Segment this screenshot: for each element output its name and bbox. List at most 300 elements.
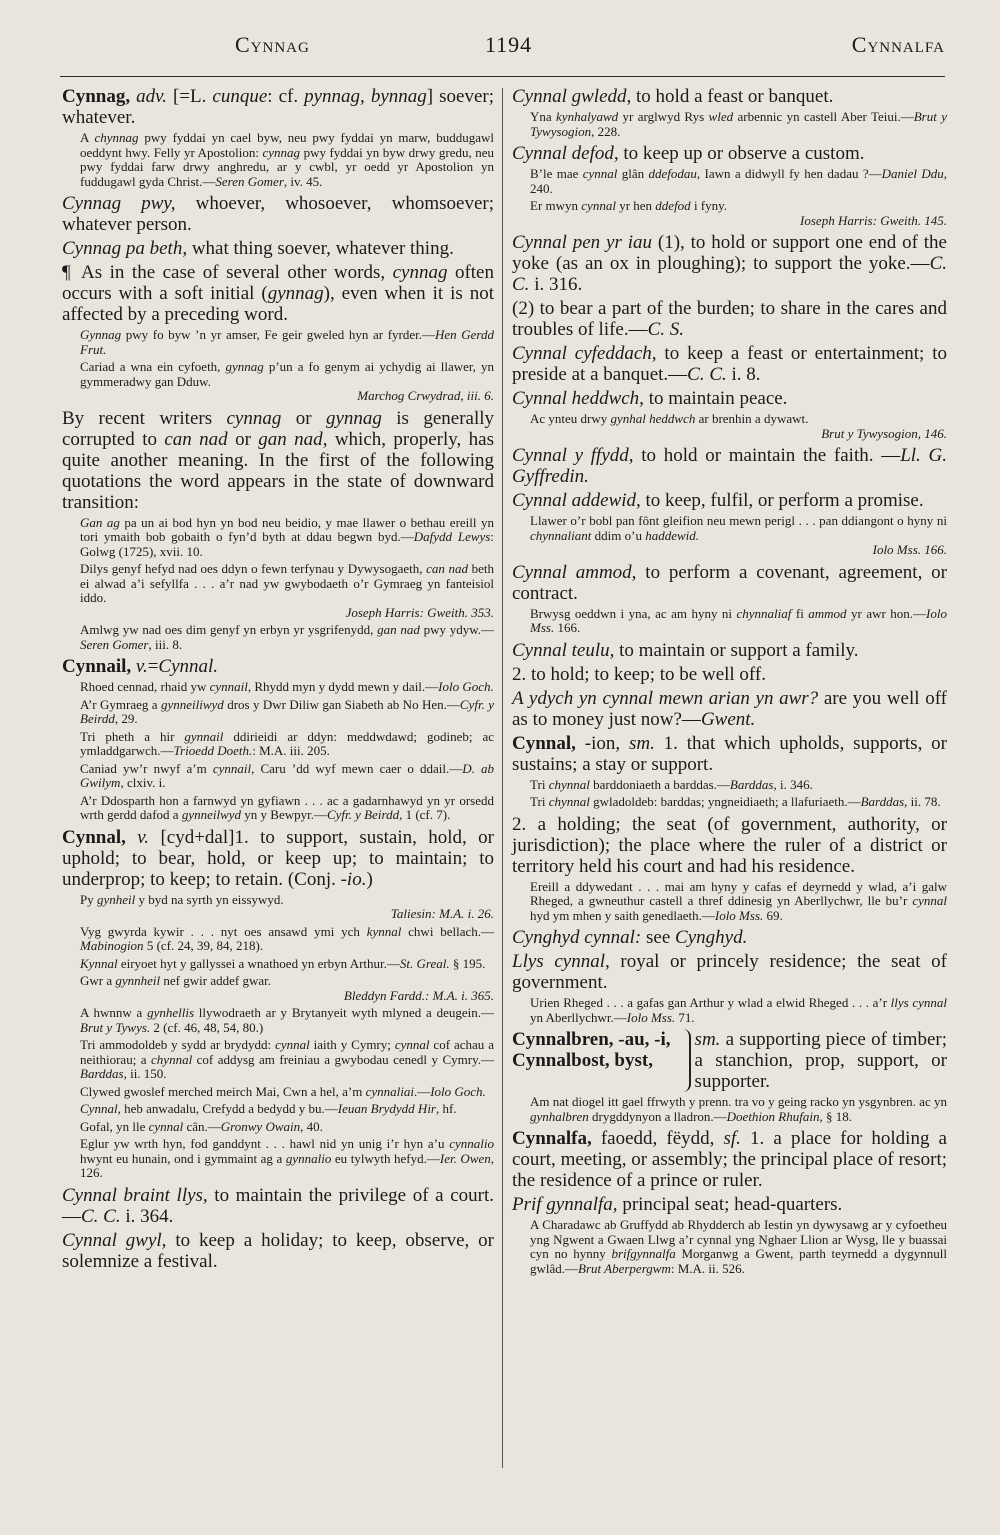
- text-run: faoedd, fëydd,: [591, 1128, 724, 1149]
- citation-block: [80, 516, 494, 653]
- text-run: Rhoed cennad, rhaid yw: [80, 679, 210, 694]
- italic-text: cynnal: [148, 1118, 184, 1134]
- citation-block: [530, 1095, 947, 1124]
- text-run: .—: [413, 1083, 431, 1099]
- text-run: , heb anwadalu, Crefydd a bedydd y bu.—: [117, 1101, 338, 1116]
- text-run: , hf.: [436, 1101, 457, 1116]
- citation: [530, 1095, 947, 1124]
- citation: [80, 623, 494, 652]
- text-run: , § 18.: [819, 1108, 852, 1124]
- italic-text: gynnheil: [115, 973, 161, 988]
- italic-text: gan nad: [258, 428, 323, 450]
- italic-text: can nad: [426, 561, 468, 576]
- text-run: Er mwyn: [530, 198, 582, 213]
- text-run: , 240.: [530, 166, 947, 196]
- dictionary-entry: [62, 262, 494, 325]
- text-run: (2) to bear a part of the burden; to share in the cares and troubles of life.—: [512, 298, 947, 340]
- text-run: Vyg gwyrda kywir . . . nyt oes ansawd ymi ych: [80, 923, 367, 939]
- italic-text: cynnal: [582, 166, 618, 181]
- italic-text: gynneilwyd: [181, 807, 242, 822]
- citation: [80, 1006, 494, 1035]
- italic-text: Doethion Rhufain: [726, 1108, 820, 1124]
- column-divider: [502, 88, 503, 1468]
- text-run: to keep a holiday; to keep, observe, or solemnize a festival.: [62, 1229, 494, 1272]
- dictionary-entry: [62, 1185, 494, 1227]
- text-run: Am nat diogel itt gael ffrwyth y prenn. tra vo y geing racko yn ysgynbren. ac yn: [530, 1094, 947, 1109]
- dictionary-entry: [512, 143, 947, 164]
- text-run: ] soever; whatever.: [62, 86, 495, 128]
- text-run: , ii. 150.: [123, 1066, 167, 1081]
- text-run: Llawer o’r bobl pan fônt gleifion neu mewn perigl . . . pan ddiangont o hyny ni: [530, 513, 947, 528]
- italic-text: Cynnal heddwch,: [512, 388, 644, 409]
- text-run: to hold or maintain the faith. —: [633, 445, 901, 466]
- dictionary-entry: [512, 1128, 947, 1191]
- italic-text: ammod: [808, 605, 847, 621]
- italic-text: pynnag, bynnag: [304, 86, 427, 107]
- text-run: barddoniaeth a barddas.—: [589, 776, 730, 792]
- citation: [80, 360, 494, 404]
- header-right-guideword: Cynnalfa: [851, 32, 945, 57]
- text-run: ddim o’u: [591, 527, 646, 543]
- text-run: pa un ai bod hyn yn bod neu beidio, y mae llawer o bethau ereill yn tori ymaith bob gobaith o fyn’d byth at ddau begwn byd.—: [80, 514, 495, 544]
- dictionary-entry: [512, 733, 947, 775]
- text-run: B’le mae: [530, 166, 583, 181]
- text-run: § 195.: [449, 955, 486, 971]
- right-column: [512, 86, 947, 1280]
- text-run: [126, 827, 137, 848]
- text-run: principal seat; head-quarters.: [617, 1194, 843, 1215]
- italic-text: Mabinogion: [80, 938, 144, 953]
- text-run: i. 8.: [726, 364, 761, 385]
- italic-text: -io.: [340, 868, 367, 890]
- italic-text: Cynnal braint llys,: [62, 1184, 208, 1206]
- text-run: [=L.: [166, 86, 213, 107]
- italic-text: Cynnag pa beth,: [62, 238, 188, 259]
- italic-text: Brut y Tywys.: [80, 1019, 151, 1035]
- italic-text: Gwent.: [700, 708, 756, 730]
- dictionary-entry: [62, 193, 494, 235]
- italic-text: Kynnal: [80, 955, 118, 971]
- dictionary-entry: [62, 827, 494, 890]
- text-run: -ion,: [575, 732, 629, 754]
- text-run: (1), to hold or support one end of the yoke (as an ox in ploughing); to support the yoke.—: [512, 232, 947, 274]
- citation: [530, 996, 947, 1025]
- text-run: i fyny.: [690, 198, 728, 213]
- citation: [530, 607, 947, 636]
- italic-text: Dafydd Lewys: [413, 529, 491, 544]
- citation: [530, 110, 947, 139]
- italic-text: St. Greal.: [399, 955, 450, 971]
- text-run: to keep, fulfil, or perform a promise.: [640, 490, 924, 511]
- text-run: 2. a holding; the seat (of government, authority, or jurisdiction); the place where the ruler of a district or territory held his court and had his residence.: [512, 813, 947, 877]
- italic-text: Iolo Mss.: [530, 605, 947, 635]
- italic-text: C. C.: [81, 1205, 121, 1227]
- italic-text: Seren Gomer: [215, 173, 284, 189]
- text-run: pwy fyddai yn byw drwy gredu, neu pwy fyddai farw drwy anghredu, ar y cwbl, yr oedd yr Apostolion yn fuddugawl gyda Christ.—: [80, 144, 494, 189]
- italic-text: Seren Gomer: [80, 636, 149, 652]
- italic-text: Gronwy Owain: [220, 1118, 301, 1134]
- text-run: As in the case of several other words,: [74, 262, 393, 283]
- italic-text: Cynnal teulu,: [512, 639, 615, 661]
- citation: [80, 1120, 494, 1135]
- text-run: , Caru ’dd wyf mewn caer o ddail.—: [251, 760, 463, 776]
- text-run: cân.—: [183, 1118, 221, 1134]
- text-run: Tri pheth a hir: [80, 728, 185, 744]
- citation-block: [80, 131, 494, 189]
- dictionary-entry: [512, 688, 947, 730]
- citation-block: [530, 110, 947, 139]
- italic-text: gynnag: [225, 359, 264, 374]
- text-run: , i. 346.: [773, 776, 813, 792]
- italic-text: Cynnal pen yr iau: [512, 232, 653, 253]
- text-run: Morganwg a Gwent, parth teyrnedd a dygynnull gwlâd.—: [530, 1246, 947, 1276]
- text-run: A’r Ddosparth hon a farnwyd yn gyfiawn . . . ac a gadarnhawyd yn yr orsedd wrth gerdd dafod a: [80, 792, 494, 822]
- text-run: to maintain or support a family.: [614, 639, 859, 661]
- citation: [530, 778, 947, 793]
- headword: Cynnal,: [62, 826, 126, 848]
- text-run: yr arglwyd Rys: [618, 109, 709, 124]
- text-run: cof achau a neithiorau; a: [80, 1037, 494, 1067]
- italic-text: cynnail: [212, 760, 252, 776]
- text-run: : M.A. ii. 526.: [670, 1260, 745, 1276]
- text-run: , 40.: [300, 1118, 323, 1134]
- italic-text: cynnal: [275, 1037, 310, 1052]
- text-run: : cf.: [267, 86, 305, 107]
- text-run: beth ei alwad a’i sefyllfa . . . a’r nad yw gwybodaeth o’r Gymraeg yn fanteisiol iddo.: [80, 561, 494, 605]
- citation: [80, 974, 494, 1003]
- italic-text: Cynnal gwyl,: [62, 1229, 167, 1251]
- text-run: A hwnnw a: [80, 1005, 148, 1020]
- citation-source: Joseph Harris: Gweith. 353.: [345, 604, 494, 620]
- braced-headwords: [512, 1029, 671, 1092]
- italic-text: cynnalio: [449, 1136, 494, 1151]
- text-run: chwi bellach.—: [401, 923, 495, 939]
- text-run: Amlwg yw nad oes dim genyf yn erbyn yr ysgrifenydd,: [80, 622, 378, 637]
- dictionary-entry: [512, 343, 947, 385]
- italic-text: Barddas: [860, 794, 905, 809]
- citation-block: [530, 607, 947, 636]
- curly-brace: [675, 1029, 691, 1092]
- italic-text: C. C.: [512, 253, 947, 295]
- citation-source: Ioseph Harris: Gweith. 145.: [800, 212, 947, 228]
- italic-text: gynhalbren: [530, 1108, 589, 1124]
- braced-definition: [695, 1029, 947, 1092]
- text-run: , iii. 8.: [148, 636, 183, 652]
- italic-text: Brut Aberpergwm: [578, 1260, 671, 1276]
- text-run: llywodraeth ar y Brytanyeit wyth mlyned a deugein.—: [194, 1005, 495, 1020]
- header-left-guideword: Cynnag: [235, 32, 310, 57]
- italic-text: Llys cynnal,: [512, 951, 610, 972]
- citation-block: [530, 167, 947, 228]
- text-run: A: [80, 130, 95, 145]
- italic-text: ddefod: [655, 198, 691, 213]
- italic-text: Cynnal defod,: [512, 143, 619, 164]
- italic-text: adv.: [136, 86, 167, 107]
- text-run: dros y Dwr Diliw gan Siabeth ab No Hen.—: [223, 696, 460, 712]
- citation-source: Taliesin: M.A. i. 26.: [390, 906, 494, 921]
- italic-text: Iolo Goch.: [430, 1083, 486, 1099]
- italic-text: gynheil: [96, 891, 136, 907]
- italic-text: Brut y Tywysogion: [530, 109, 947, 139]
- italic-text: llys cynnal: [890, 995, 947, 1010]
- citation: [80, 957, 494, 972]
- text-run: =: [147, 656, 159, 677]
- text-run: see: [641, 927, 676, 948]
- italic-text: v.: [135, 656, 148, 677]
- italic-text: Iolo Goch.: [438, 679, 494, 694]
- italic-text: C. C.: [687, 364, 727, 385]
- text-run: 5 (cf. 24, 39, 84, 218).: [143, 938, 264, 953]
- text-run: whoever, whosoever, whomsoever; whatever person.: [62, 193, 494, 235]
- text-run: Caniad yw’r nwyf a’m: [80, 760, 213, 776]
- text-run: eu tylwyth hefyd.—: [331, 1150, 440, 1166]
- text-run: i. 364.: [120, 1205, 174, 1227]
- headword: Cynnalbost, byst,: [512, 1050, 653, 1071]
- italic-text: gynnail: [184, 728, 224, 744]
- text-run: ): [366, 868, 373, 890]
- left-column: [62, 86, 494, 1275]
- headword: Cynnag,: [62, 86, 131, 107]
- citation: [80, 1085, 494, 1100]
- dictionary-entry: [512, 86, 947, 107]
- italic-text: A ydych yn cynnal mewn arian yn awr?: [512, 687, 819, 709]
- italic-text: wled: [708, 109, 734, 124]
- dictionary-entry: [512, 927, 947, 948]
- italic-text: Cynnal gwledd,: [512, 86, 632, 107]
- text-run: By recent writers: [62, 407, 227, 429]
- italic-text: Hen Gerdd Frut.: [80, 327, 494, 357]
- italic-text: Cynnal addewid,: [512, 490, 641, 511]
- citation-block: [530, 1218, 947, 1276]
- header-rule: [60, 76, 945, 77]
- dictionary-entry: [62, 238, 494, 259]
- italic-text: Ier. Owen: [439, 1150, 491, 1166]
- citation: [80, 698, 494, 727]
- text-run: Gwr a: [80, 973, 116, 988]
- text-run: to hold a feast or banquet.: [631, 86, 834, 107]
- italic-text: Cynnal y ffydd,: [512, 445, 634, 466]
- citation-block: [80, 893, 494, 1181]
- italic-text: gan nad: [377, 622, 420, 637]
- italic-text: Cynghyd cynnal:: [512, 927, 642, 948]
- headword: Cynnalbren, -au, -i,: [512, 1029, 671, 1050]
- text-run: ¶: [62, 262, 71, 283]
- italic-text: cynnail: [209, 679, 248, 694]
- running-header: [60, 32, 945, 68]
- citation: [530, 514, 947, 558]
- text-run: pwy fo byw ’n yr amser, Fe geir gweled hyn ar fyrder.—: [121, 327, 435, 342]
- text-run: Gofal, yn lle: [80, 1118, 149, 1134]
- citation-block: [80, 328, 494, 404]
- citation: [530, 1218, 947, 1276]
- italic-text: chynnaliaf: [736, 605, 792, 621]
- citation: [80, 1102, 494, 1117]
- italic-text: cynnag: [262, 144, 301, 160]
- headword: Cynnal,: [512, 732, 576, 754]
- citation: [80, 328, 494, 357]
- italic-text: haddewid.: [645, 527, 700, 543]
- italic-text: gynnag: [325, 407, 382, 429]
- citation-block: [530, 514, 947, 558]
- citation: [530, 199, 947, 228]
- text-run: 2. to hold; to keep; to be well off.: [512, 663, 766, 685]
- text-run: or: [281, 407, 326, 429]
- text-run: iaith y Cymry;: [309, 1037, 395, 1052]
- citation: [530, 795, 947, 810]
- citation: [80, 730, 494, 759]
- text-run: a supporting piece of timber; a stanchion, prop, support, or supporter.: [694, 1029, 947, 1092]
- text-run: are you well off as to money just now?—: [512, 687, 948, 730]
- citation: [530, 880, 947, 924]
- text-run: 71.: [675, 1009, 695, 1025]
- italic-text: Cynnal: [80, 1101, 118, 1116]
- citation: [80, 1137, 494, 1181]
- text-run: , 1 (cf. 7).: [399, 807, 451, 822]
- text-run: , clxiv. i.: [120, 775, 166, 790]
- dictionary-entry: [512, 1194, 947, 1215]
- italic-text: chynnal: [548, 776, 590, 792]
- text-run: hwynt eu hunain, ond i gymmaint ag a: [80, 1150, 286, 1166]
- text-run: Tri ammodoldeb y sydd ar brydydd:: [80, 1037, 276, 1052]
- italic-text: kynhalyawd: [556, 109, 619, 124]
- dictionary-entry: [512, 664, 947, 685]
- italic-text: chynnaliant: [530, 527, 592, 543]
- italic-text: Iolo Mss.: [714, 907, 764, 923]
- text-run: , Iawn a didwyll fy hen dadau ?—: [696, 166, 882, 181]
- text-run: , 29.: [114, 711, 138, 726]
- italic-text: D. ab Gwilym: [80, 760, 494, 790]
- text-run: Tri: [530, 776, 549, 792]
- text-run: drygddynyon a lladron.—: [588, 1108, 727, 1124]
- text-run: A Charadawc ab Gruffydd ab Rhydderch ab Iestin yn dywysawg ar y cyfoetheu yng Ngwent a Gwaen Llwg a’r cynnal yng Nghaer Llion ar Wysg, lle y buassai cyn no hynny: [530, 1217, 947, 1261]
- text-run: eiryoet hyt y gallyssei a wnathoed yn erbyn Arthur.—: [117, 955, 400, 971]
- text-run: Brwysg oeddwn i yna, ac am hyny ni: [530, 605, 737, 621]
- italic-text: cunque: [212, 86, 268, 107]
- dictionary-entry: [62, 656, 494, 677]
- dictionary-entry: [512, 445, 947, 487]
- dictionary-entry: [512, 232, 947, 295]
- text-run: pwy fyddai yn cael byw, neu pwy fyddai yn marw, buddugawl oeddynt hwy. Felly yr Apostolion:: [80, 130, 495, 160]
- text-run: often occurs with a soft initial (: [62, 262, 494, 304]
- text-run: 2 (cf. 46, 48, 54, 80.): [150, 1019, 264, 1035]
- text-run: Cariad a wna ein cyfoeth,: [80, 359, 226, 374]
- italic-text: chynnag: [94, 130, 139, 145]
- text-run: cof addysg am freiniau a gwybodau cenedl y Cymry.—: [192, 1051, 494, 1067]
- citation: [80, 131, 494, 189]
- italic-text: brifgynnalfa: [611, 1246, 676, 1261]
- text-run: , 126.: [80, 1150, 495, 1180]
- text-run: , ii. 78.: [904, 794, 941, 809]
- citation-block: [80, 680, 494, 823]
- citation-source: Marchog Crwydrad, iii. 6.: [357, 388, 494, 403]
- text-run: is generally corrupted to: [62, 407, 495, 450]
- citation: [530, 412, 947, 441]
- text-run: to maintain the privilege of a court.—: [62, 1184, 494, 1227]
- text-run: ddirieidi ar ddyn: meddwdawd; godineb; ac ymladdgarwch.—: [80, 728, 494, 758]
- text-run: yn Aberllychwr.—: [530, 1009, 627, 1025]
- text-run: gwladoldeb: barddas; yngneidiaeth; a llafuriaeth.—: [589, 794, 861, 809]
- text-run: 166.: [554, 620, 581, 635]
- text-run: or: [227, 428, 259, 450]
- citation-block: [530, 412, 947, 441]
- dictionary-entry: [512, 640, 947, 661]
- text-run: nef gwir addef gwar.: [160, 973, 271, 988]
- dictionary-entry: [62, 86, 494, 128]
- text-run: : M.A. iii. 205.: [252, 743, 330, 758]
- text-run: arbennic yn castell Aber Teiui.—: [733, 109, 914, 124]
- text-run: Ereill a ddywedant . . . mai am hyny y cafas ef deyrnedd y wlad, a’i galw Rheged, a gwneuthur castell a thref ddinesig yn Aberllychwr, lle bu’r: [530, 878, 947, 908]
- italic-text: chynnal: [548, 794, 590, 809]
- text-run: Eglur yw wrth hyn, fod ganddynt . . . hawl nid yn unig i’r hyn a’u: [80, 1136, 450, 1151]
- text-run: hyd ym mhen y saith genedlaeth.—: [530, 907, 715, 923]
- citation-source: Iolo Mss. 166.: [872, 542, 947, 557]
- dictionary-entry: [512, 951, 947, 993]
- text-run: glân: [617, 166, 649, 181]
- text-run: yn y Bewpyr.—: [241, 807, 327, 822]
- italic-text: Gynnag: [80, 327, 122, 342]
- italic-text: Gan ag: [80, 514, 120, 530]
- text-run: Urien Rheged . . . a gafas gan Arthur y wlad a elwid Rheged . . . a’r: [530, 995, 891, 1010]
- dictionary-entry: [512, 562, 947, 604]
- italic-text: sm.: [628, 732, 655, 754]
- text-run: i. 316.: [529, 274, 583, 295]
- italic-text: Barddas: [80, 1066, 124, 1081]
- italic-text: Cyfr. y Beirdd: [80, 696, 494, 726]
- dictionary-entry: [62, 1230, 494, 1272]
- citation: [80, 794, 494, 823]
- italic-text: v.: [137, 826, 150, 848]
- braced-entry: [512, 1029, 947, 1092]
- text-run: , iv. 45.: [283, 173, 323, 189]
- italic-text: Iolo Mss.: [626, 1009, 676, 1025]
- text-run: pwy ydyw.—: [419, 622, 495, 637]
- italic-text: cynnal: [581, 198, 616, 213]
- dictionary-entry: [62, 408, 494, 513]
- italic-text: cynnal: [912, 893, 947, 908]
- text-run: Yna: [530, 109, 557, 124]
- text-run: , Rhydd myn y dydd mewn y dail.—: [247, 679, 439, 694]
- citation: [530, 167, 947, 196]
- citation-block: [530, 996, 947, 1025]
- citation: [80, 1038, 494, 1082]
- headword: Cynnail,: [62, 656, 132, 677]
- italic-text: Ieuan Brydydd Hir: [337, 1101, 436, 1116]
- text-run: Clywed gwoslef merched meirch Mai, Cwn a hel, a’m: [80, 1083, 366, 1099]
- italic-text: can nad: [164, 428, 228, 450]
- italic-text: Cynnag pwy,: [62, 193, 176, 214]
- text-run: : Golwg (1725), xvii. 10.: [80, 529, 494, 559]
- page-number: 1194: [485, 32, 533, 57]
- text-run: to maintain peace.: [643, 388, 788, 409]
- italic-text: Trioedd Doeth.: [173, 743, 253, 758]
- text-run: to keep a feast or entertainment; to preside at a banquet.—: [512, 343, 947, 385]
- citation-block: [530, 880, 947, 924]
- text-run: , which, properly, has quite another meaning. In the first of the following quotations the word appears in the state of downward transition:: [62, 428, 494, 513]
- text-run: what thing soever, whatever thing.: [187, 238, 454, 259]
- text-run: , 228.: [591, 123, 621, 139]
- italic-text: kynnal: [366, 923, 402, 939]
- italic-text: cynnag: [392, 262, 448, 283]
- italic-text: gynneiliwyd: [160, 696, 224, 712]
- text-run: yr awr hon.—: [846, 605, 927, 621]
- italic-text: sm.: [694, 1029, 721, 1050]
- italic-text: chynnal: [151, 1051, 193, 1067]
- italic-text: gynhal heddwch: [610, 411, 696, 426]
- italic-text: Ll. G. Gyffredin.: [512, 445, 947, 487]
- citation: [80, 925, 494, 954]
- headword: Cynnalfa,: [512, 1128, 592, 1149]
- italic-text: ddefodau: [648, 166, 697, 181]
